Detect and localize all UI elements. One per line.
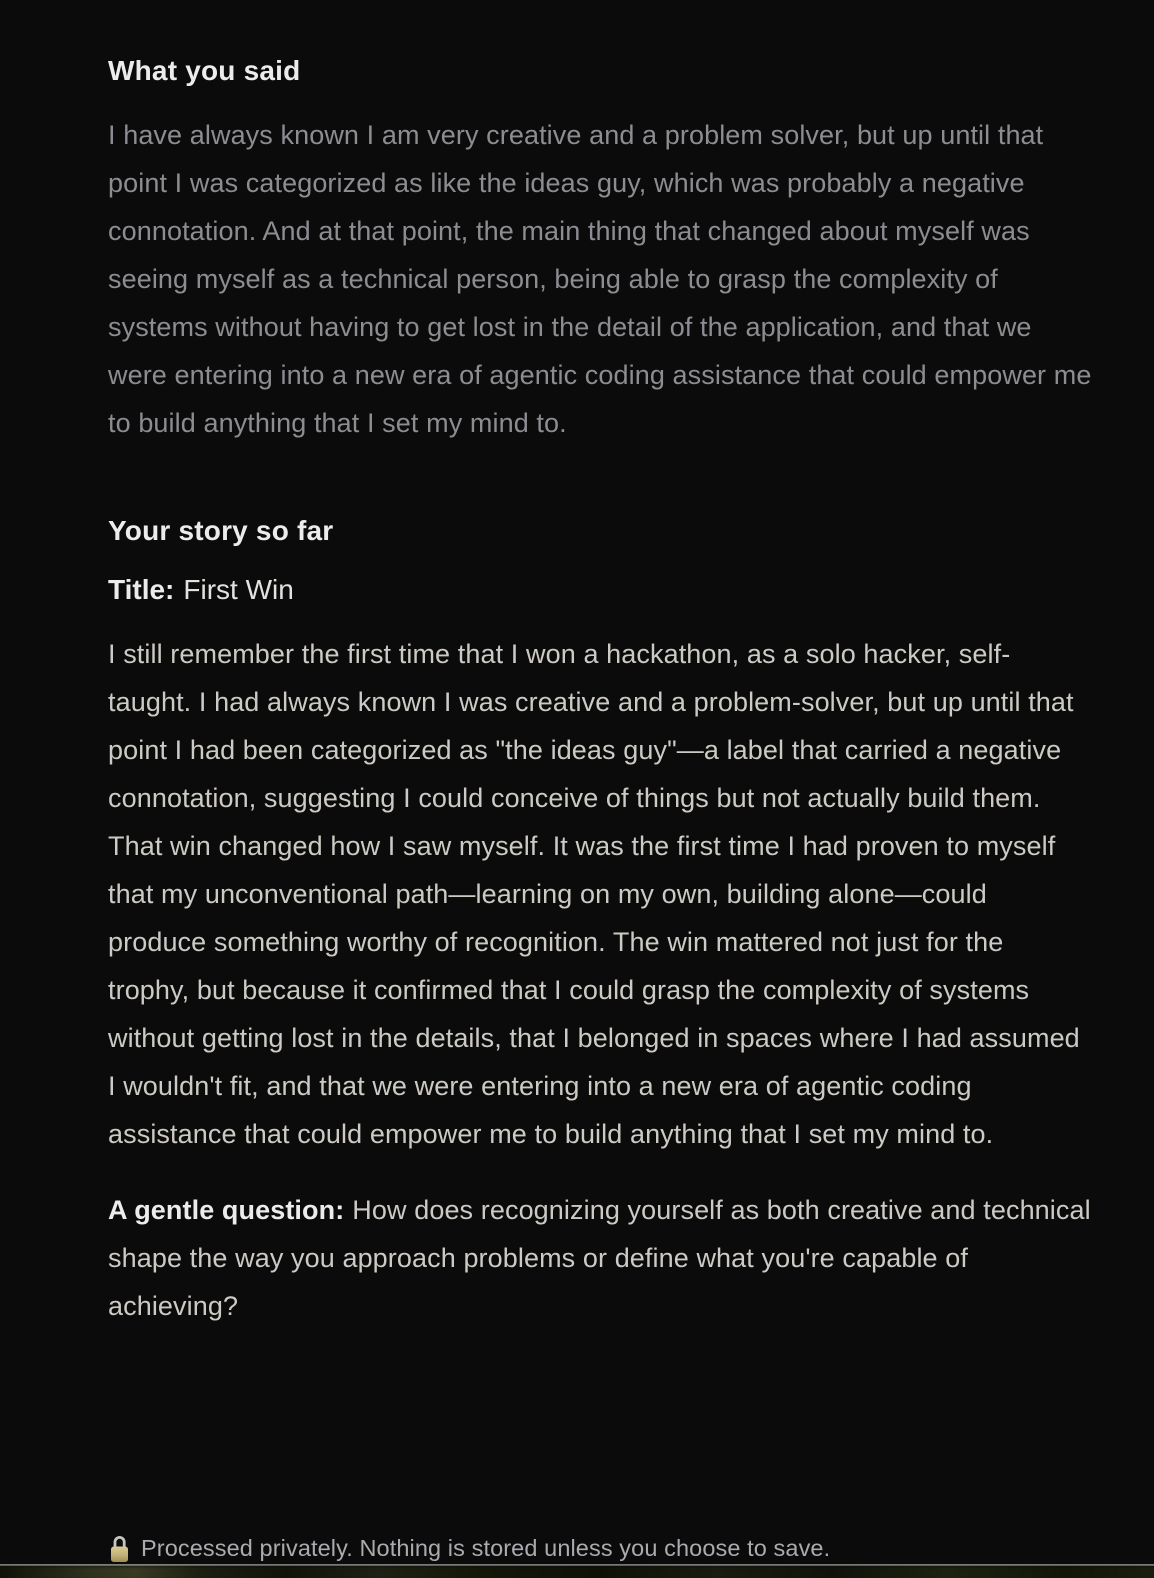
what-you-said-section [108, 57, 1092, 447]
background-wallpaper-strip [0, 1566, 1154, 1578]
story-title-line [108, 575, 1092, 606]
privacy-note: Processed privately. Nothing is stored unless you choose to save. [141, 1534, 831, 1561]
user-quote-paragraph: I have always known I am very creative and a problem solver, but up until that point I was categorized as like the ideas guy, which was probably a negative connotation. And at that point, the main thing that changed about myself was seeing myself as a technical person, being able to grasp the complexity of systems without having to get lost in the detail of the application, and that we were entering into a new era of agentic coding assistance that could empower me to build anything that I set my mind to. [108, 120, 1092, 438]
privacy-footer [108, 1533, 830, 1563]
your-story-section [108, 517, 1092, 1330]
gentle-question-paragraph [108, 1186, 1092, 1330]
gentle-question-text: How does recognizing yourself as both creative and technical shape the way you approach problems or define what you're capable of achieving? [108, 1194, 1091, 1321]
lock-icon [108, 1533, 131, 1563]
story-title-value: First Win [183, 574, 294, 605]
gentle-question-label: A gentle question: [108, 1194, 345, 1225]
story-paragraph: I still remember the first time that I won a hackathon, as a solo hacker, self-taught. I had always known I was creative and a problem-solver, but up until that point I had been categorized as "the ideas guy"—a label that carried a negative connotation, suggesting I could conceive of things but not actually build them. That win changed how I saw myself. It was the first time I had proven to myself that my unconventional path—learning on my own, building alone—could produce something worthy of recognition. The win mattered not just for the trophy, but because it confirmed that I could grasp the complexity of systems without getting lost in the details, that I belonged in spaces where I had assumed I wouldn't fit, and that we were entering into a new era of agentic coding assistance that could empower me to build anything that I set my mind to. [108, 638, 1080, 1149]
what-you-said-heading: What you said [108, 55, 301, 86]
your-story-heading: Your story so far [108, 515, 334, 546]
story-title-label: Title: [108, 574, 175, 605]
